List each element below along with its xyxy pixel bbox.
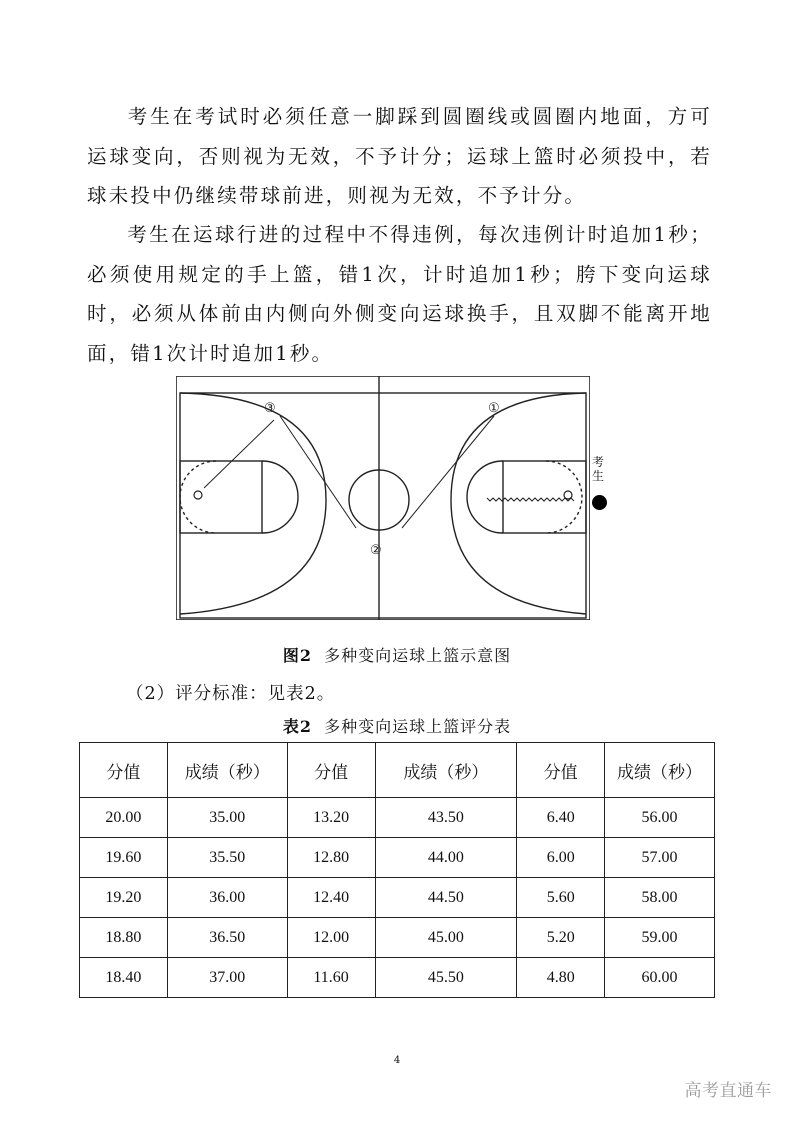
table-row: [80, 918, 715, 958]
table-cell: 11.60: [287, 958, 375, 998]
court-diagram: [176, 376, 590, 620]
table-cell: 56.00: [605, 798, 715, 838]
left-three-point-arc: [180, 393, 326, 614]
table-cell: 60.00: [605, 958, 715, 998]
header-score: 分值: [517, 743, 605, 798]
table-cell: 37.00: [167, 958, 287, 998]
dribble-path: [487, 498, 574, 501]
table-cell: 4.80: [517, 958, 605, 998]
right-three-point-arc: [451, 393, 586, 614]
table-row: [80, 838, 715, 878]
marker-1: ①: [488, 401, 500, 416]
table-cell: 20.00: [80, 798, 168, 838]
table-cell: 18.80: [80, 918, 168, 958]
table-cell: 12.40: [287, 878, 375, 918]
table-cell: 5.60: [517, 878, 605, 918]
dribble-path-2-3: [280, 416, 356, 528]
left-basket: [194, 491, 202, 499]
header-result: 成绩（秒）: [375, 743, 517, 798]
left-key-arc: [262, 461, 298, 533]
table-cell: 36.00: [167, 878, 287, 918]
table-cell: 5.20: [517, 918, 605, 958]
court-outer-border: [176, 376, 590, 620]
marker-3: ③: [264, 401, 276, 416]
table-cell: 6.40: [517, 798, 605, 838]
table-cell: 35.50: [167, 838, 287, 878]
header-score: 分值: [287, 743, 375, 798]
examinee-label: 考生: [592, 455, 605, 483]
table-header-row: [80, 743, 715, 798]
table-cell: 36.50: [167, 918, 287, 958]
table-cell: 18.40: [80, 958, 168, 998]
figure-caption: 图2 多种变向运球上篮示意图: [282, 646, 512, 665]
table-cell: 58.00: [605, 878, 715, 918]
table-cell: 19.20: [80, 878, 168, 918]
paragraph-1: 考生在考试时必须任意一脚踩到圆圈线或圆圈内地面，方可运球变向，否则视为无效，不予计分；运球上篮时必须投中，若球未投中仍继续带球前进，则视为无效，不予计分。: [87, 105, 712, 207]
table-cell: 19.60: [80, 838, 168, 878]
examinee-dot: [592, 495, 607, 510]
table-cell: 12.00: [287, 918, 375, 958]
table-cell: 13.20: [287, 798, 375, 838]
page-number: 4: [393, 1055, 401, 1066]
table-cell: 45.50: [375, 958, 517, 998]
table-cell: 45.00: [375, 918, 517, 958]
left-key-inner-arc: [180, 461, 216, 533]
table-row: [80, 798, 715, 838]
table-cell: 44.00: [375, 838, 517, 878]
table-row: [80, 958, 715, 998]
header-result: 成绩（秒）: [167, 743, 287, 798]
right-basket: [564, 491, 572, 499]
table-cell: 43.50: [375, 798, 517, 838]
scoring-heading: （2）评分标准：见表2。: [126, 684, 336, 704]
table-cell: 12.80: [287, 838, 375, 878]
dribble-path-3-basket: [204, 420, 274, 488]
header-result: 成绩（秒）: [605, 743, 715, 798]
right-key: [503, 461, 586, 533]
right-key-arc: [467, 461, 503, 533]
marker-2: ②: [370, 543, 382, 558]
scoring-table: [79, 742, 715, 998]
header-score: 分值: [80, 743, 168, 798]
paragraph-2: 考生在运球行进的过程中不得违例，每次违例计时追加1秒；必须使用规定的手上篮，错1次，计时追加1秒；胯下变向运球时，必须从体前由内侧向外侧变向运球换手，且双脚不能离开地面，错1次计时追加1秒。: [87, 223, 712, 365]
table-caption: 表2 多种变向运球上篮评分表: [282, 717, 512, 736]
table-cell: 57.00: [605, 838, 715, 878]
dribble-path-1-2: [402, 416, 494, 528]
court-inner-border: [180, 393, 586, 618]
table-cell: 35.00: [167, 798, 287, 838]
table-cell: 59.00: [605, 918, 715, 958]
watermark: 高考直通车: [684, 1081, 772, 1101]
table-row: [80, 878, 715, 918]
table-cell: 44.50: [375, 878, 517, 918]
table-cell: 6.00: [517, 838, 605, 878]
